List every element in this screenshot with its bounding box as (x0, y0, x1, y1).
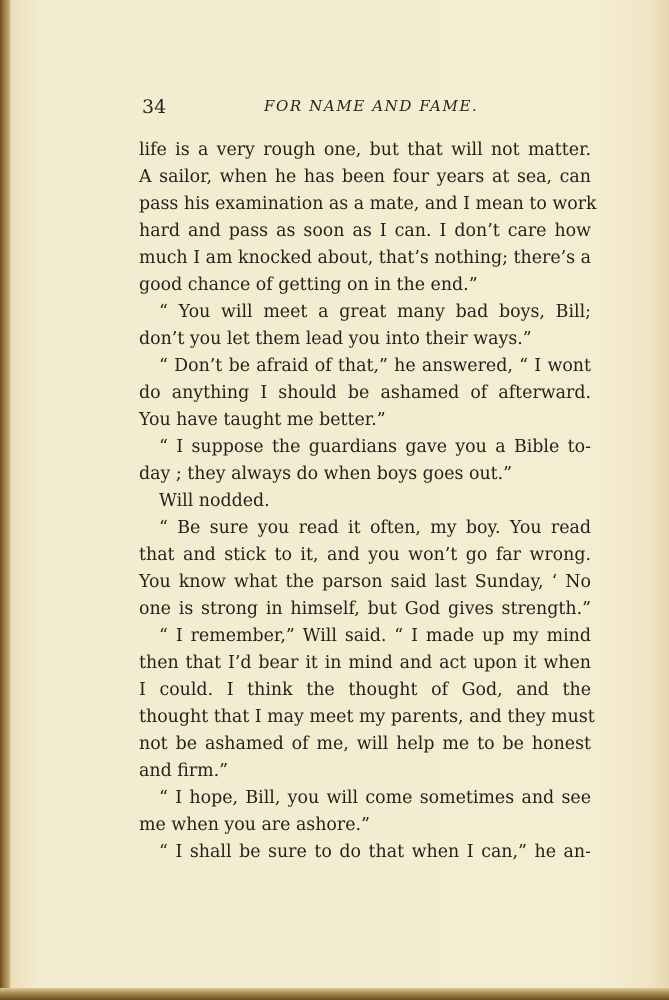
text-line: “ You will meet a great many bad boys, Bill; (159, 302, 591, 322)
text-line: not be ashamed of me, will help me to be honest (139, 734, 591, 754)
text-line: I could. I think the thought of God, and the (139, 680, 591, 700)
text-line: do anything I should be ashamed of afterward. (139, 383, 591, 403)
text-line: then that I’d bear it in mind and act upon it when (139, 653, 591, 673)
text-line: “ Be sure you read it often, my boy. You read (159, 518, 591, 538)
text-line: life is a very rough one, but that will not matter. (139, 140, 591, 160)
text-line: day ; they always do when boys goes out.” (139, 464, 513, 484)
text-line: one is strong in himself, but God gives strength.” (139, 599, 591, 619)
text-line: that and stick to it, and you won’t go far wrong. (139, 545, 591, 565)
book-binding-edge (0, 0, 10, 1000)
text-line: hard and pass as soon as I can. I don’t care how (139, 221, 591, 241)
text-line: thought that I may meet my parents, and they must (139, 707, 595, 727)
body-text (139, 137, 597, 866)
text-line: A sailor, when he has been four years at sea, can (139, 167, 591, 187)
text-line: don’t you let them lead you into their ways.” (139, 329, 532, 349)
text-line: me when you are ashore.” (139, 815, 370, 835)
text-line: You know what the parson said last Sunday, ‘ No (139, 572, 591, 592)
running-head: FOR NAME AND FAME. (264, 97, 479, 115)
page-number: 34 (142, 96, 167, 118)
text-line: “ I shall be sure to do that when I can,” he an- (159, 842, 591, 862)
text-line: “ Don’t be afraid of that,” he answered, “ I wont (159, 356, 591, 376)
page-bottom-edge (0, 988, 669, 1000)
page-header (139, 92, 591, 120)
text-line: much I am knocked about, that’s nothing; there’s a (139, 248, 591, 268)
text-line: “ I suppose the guardians gave you a Bible to- (159, 437, 591, 457)
text-line: Will nodded. (159, 491, 270, 511)
text-line: “ I remember,” Will said. “ I made up my mind (159, 626, 591, 646)
text-line: pass his examination as a mate, and I mean to work (139, 194, 597, 214)
text-line: good chance of getting on in the end.” (139, 275, 478, 295)
text-line: and firm.” (139, 761, 229, 781)
text-line: “ I hope, Bill, you will come sometimes and see (159, 788, 591, 808)
text-line: You have taught me better.” (139, 410, 386, 430)
